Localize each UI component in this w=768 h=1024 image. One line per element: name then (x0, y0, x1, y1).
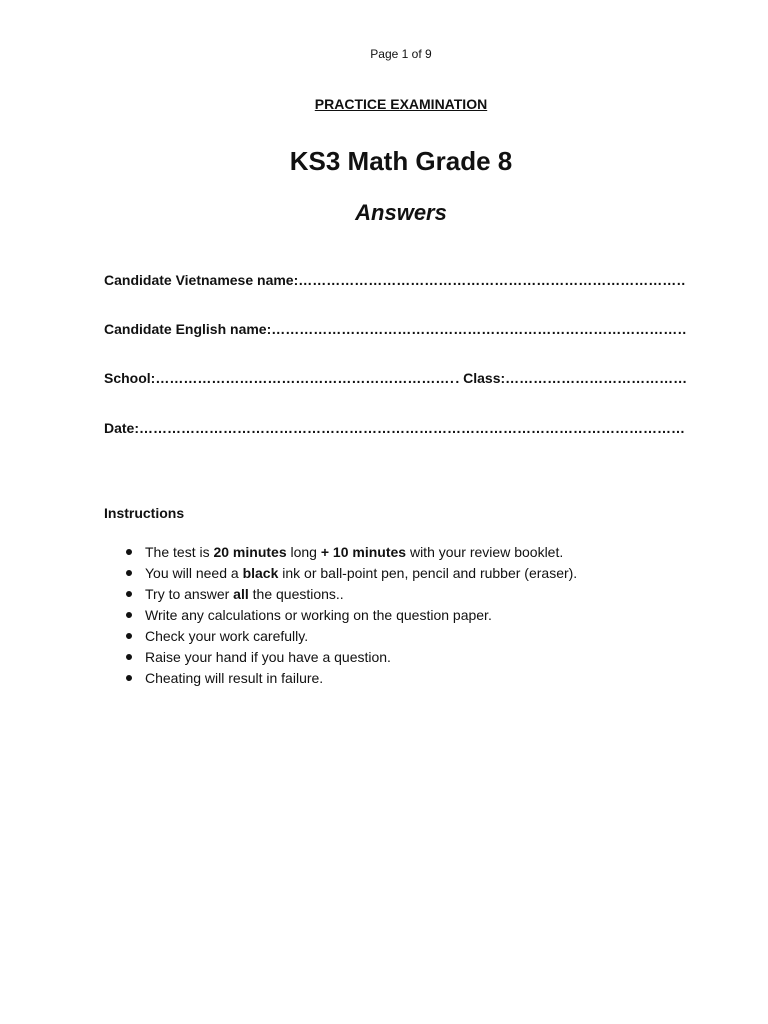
list-item: You will need a black ink or ball-point pen, pencil and rubber (eraser). (145, 564, 577, 585)
english-name-blank[interactable] (271, 321, 686, 337)
bullet-icon (126, 654, 132, 660)
school-class-field[interactable] (104, 370, 686, 386)
instructions-list (104, 543, 577, 690)
list-item: Write any calculations or working on the question paper. (145, 606, 577, 627)
bullet-icon (126, 612, 132, 618)
list-item: Try to answer all the questions.. (145, 585, 577, 606)
school-label: School: (104, 370, 156, 386)
document-title: KS3 Math Grade 8 (289, 146, 513, 176)
english-name-label: Candidate English name: (104, 321, 272, 337)
bullet-icon (126, 570, 132, 576)
bullet-icon (126, 549, 132, 555)
english-name-field[interactable] (104, 321, 686, 337)
school-blank[interactable] (155, 370, 455, 386)
list-item: The test is 20 minutes long + 10 minutes with your review booklet. (145, 543, 577, 564)
page-number: Page 1 of 9 (370, 47, 432, 61)
class-blank[interactable] (505, 370, 686, 386)
date-field[interactable] (104, 420, 686, 436)
date-blank[interactable] (139, 420, 686, 436)
vietnamese-name-label: Candidate Vietnamese name: (104, 272, 299, 288)
bullet-icon (126, 633, 132, 639)
instructions-heading: Instructions (104, 505, 185, 521)
vietnamese-name-field[interactable] (104, 272, 686, 288)
vietnamese-name-blank[interactable] (298, 272, 686, 288)
list-item: Cheating will result in failure. (145, 669, 577, 690)
document-subtitle: Answers (355, 200, 447, 225)
bullet-icon (126, 675, 132, 681)
bullet-icon (126, 591, 132, 597)
list-item: Check your work carefully. (145, 627, 577, 648)
list-item: Raise your hand if you have a question. (145, 648, 577, 669)
date-label: Date: (104, 420, 140, 436)
class-label: . Class: (455, 370, 506, 386)
exam-label: PRACTICE EXAMINATION (314, 96, 488, 112)
